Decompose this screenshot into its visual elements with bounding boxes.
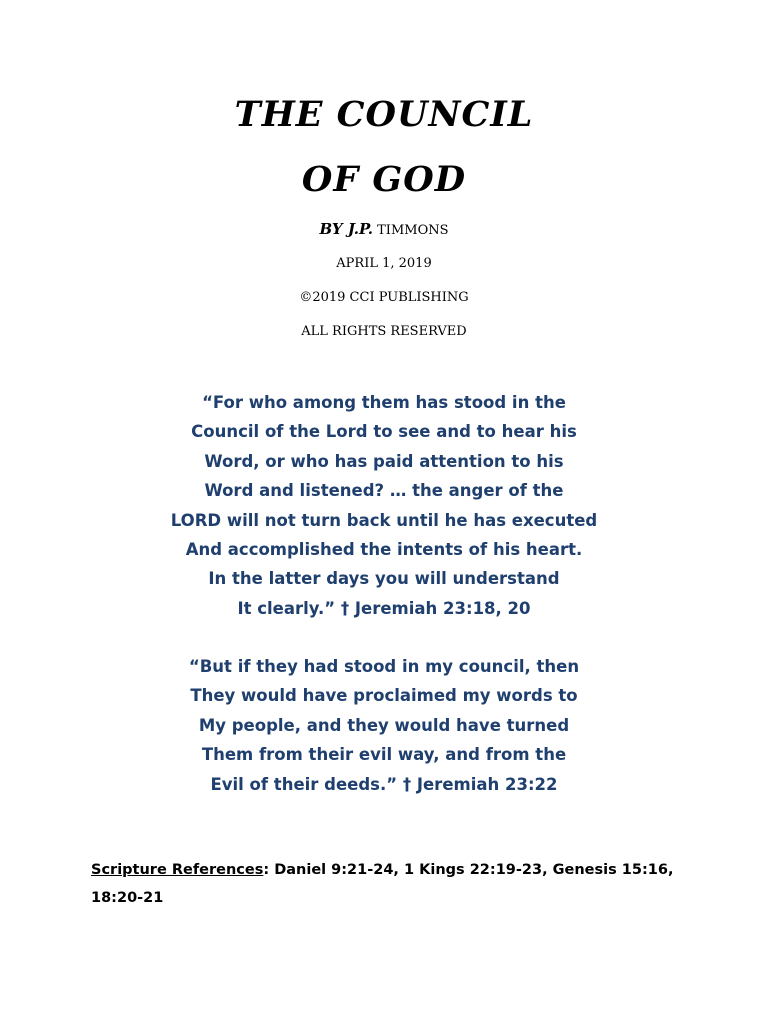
- quote-line: Word and listened? … the anger of the: [204, 481, 564, 501]
- quote-line: “For who among them has stood in the: [202, 393, 566, 412]
- references-label: Scripture References: [91, 862, 264, 878]
- scripture-quote-2: [0, 652, 768, 799]
- rights-reserved: ALL RIGHTS RESERVED: [301, 324, 467, 339]
- quote-line: They would have proclaimed my words to: [190, 686, 578, 706]
- title-line-2: OF GOD: [301, 159, 467, 200]
- quote-line: Them from their evil way, and from the: [201, 745, 567, 765]
- publication-date: APRIL 1, 2019: [336, 256, 432, 271]
- byline: [0, 222, 768, 237]
- scripture-quote-1: [0, 388, 768, 623]
- author-name: TIMMONS: [377, 223, 449, 238]
- quote-line: My people, and they would have turned: [198, 715, 570, 735]
- quote-line: In the latter days you will understand: [208, 569, 560, 589]
- quote-line: And accomplished the intents of his heart.: [185, 539, 583, 559]
- title-line-1: THE COUNCIL: [234, 94, 534, 135]
- byline-prefix: BY J.P.: [319, 220, 373, 238]
- quote-line: It clearly.” † Jeremiah 23:18, 20: [237, 598, 531, 618]
- copyright-notice: ©2019 CCI PUBLISHING: [299, 290, 469, 305]
- references-separator: :: [263, 862, 275, 878]
- quote-line: Council of the Lord to see and to hear his: [191, 422, 577, 442]
- quote-line: Evil of their deeds.” † Jeremiah 23:22: [210, 774, 558, 794]
- scripture-references: [91, 856, 691, 912]
- quote-line: LORD will not turn back until he has executed: [170, 510, 598, 530]
- quote-line: “But if they had stood in my council, then: [188, 657, 580, 676]
- references-text: Daniel 9:21-24, 1 Kings 22:19-23, Genesis 15:16, 18:20-21: [91, 862, 674, 906]
- quote-line: Word, or who has paid attention to his: [204, 451, 564, 471]
